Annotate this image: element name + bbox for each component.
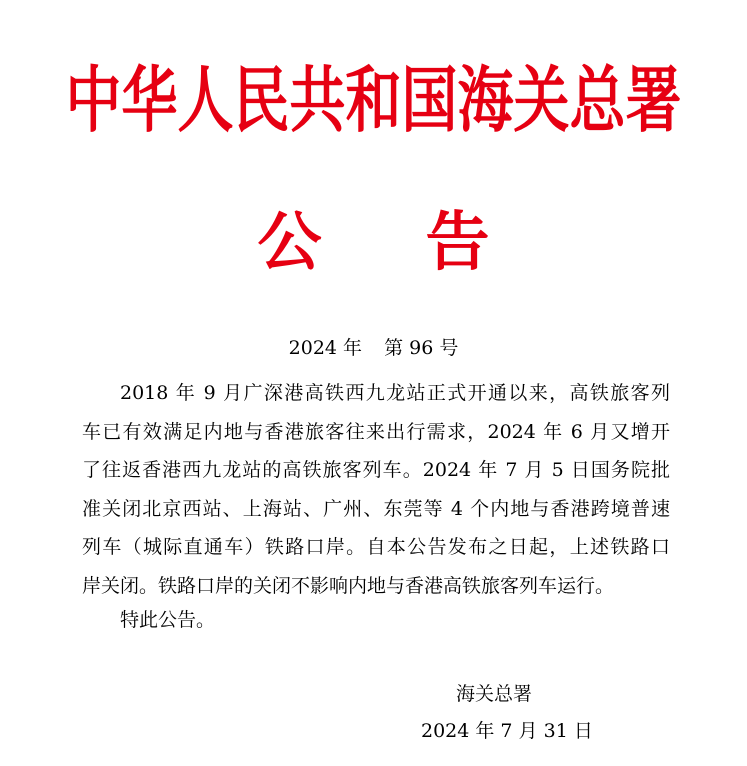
closing-remark: 特此公告。 [120, 609, 216, 631]
body-line: 车已有效满足内地与香港旅客往来出行需求，2024 年 6 月又增开 [82, 420, 670, 443]
document-year: 2024 年 [288, 337, 363, 359]
announcement-body [82, 374, 670, 606]
document-type-char-1: 公 [257, 206, 322, 280]
document-serial: 第 96 号 [384, 337, 459, 359]
body-line: 2018 年 9 月广深港高铁西九龙站正式开通以来，高铁旅客列 [120, 382, 670, 404]
document-number [0, 334, 747, 362]
document-type-title [0, 198, 747, 288]
issuing-organization-title: 中华人民共和国海关总署 [65, 59, 682, 143]
body-line: 了往返香港西九龙站的高铁旅客列车。2024 年 7 月 5 日国务院批 [82, 459, 670, 482]
body-line: 准关闭北京西站、上海站、广州、东莞等 4 个内地与香港跨境普速 [82, 497, 670, 520]
body-line: 岸关闭。铁路口岸的关闭不影响内地与香港高铁旅客列车运行。 [82, 574, 615, 597]
signer-name: 海关总署 [456, 683, 533, 705]
signature-date: 2024 年 7 月 31 日 [421, 720, 593, 742]
document-type-char-2: 告 [425, 206, 490, 280]
body-line: 列车（城际直通车）铁路口岸。自本公告发布之日起，上述铁路口 [82, 536, 670, 559]
